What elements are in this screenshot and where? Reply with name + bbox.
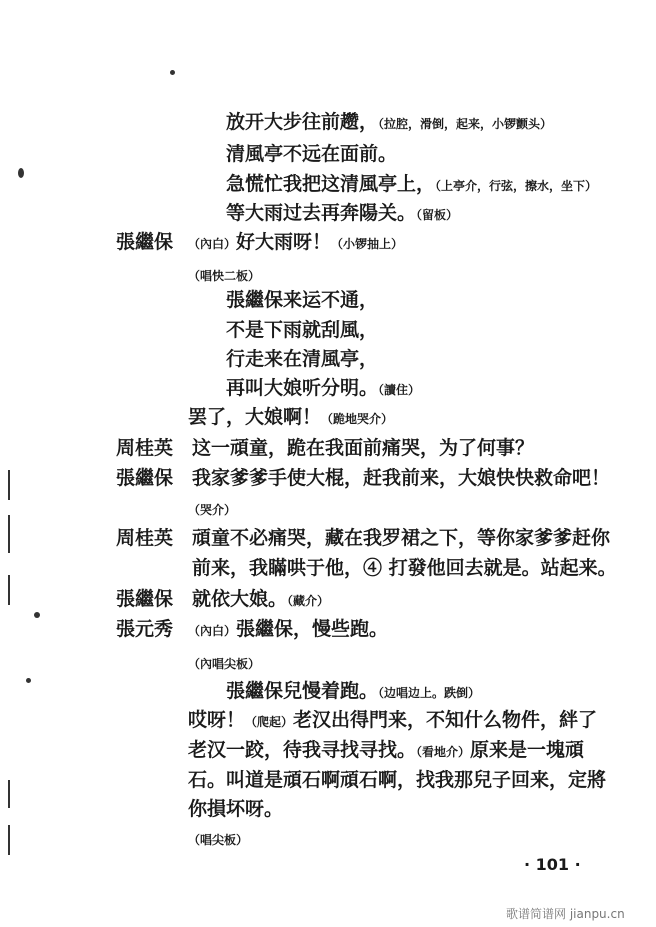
verse-text: 行走来在清風亭，	[226, 348, 379, 370]
verse-text: 急慌忙我把这清風亭上，	[226, 173, 436, 195]
scan-edge-mark	[8, 825, 10, 855]
verse-text: 清風亭不远在面前。	[226, 143, 398, 165]
scan-edge-mark	[8, 515, 10, 553]
scan-edge-mark	[8, 575, 10, 605]
speaker-name: 周桂英	[116, 527, 174, 549]
dialogue-text: 这一頑童，跪在我面前痛哭，为了何事？	[192, 437, 535, 459]
stage-direction: （小锣抽上）	[331, 237, 404, 251]
verse-text: 放开大步往前趱，	[226, 111, 379, 133]
text-line	[188, 826, 248, 852]
verse-text: 再叫大娘听分明。	[226, 377, 379, 399]
stage-direction: （留板）	[416, 208, 459, 222]
text-line	[192, 466, 610, 490]
dialogue-text: 前来，我瞞哄于他，④ 打發他回去就是。站起来。	[192, 557, 617, 579]
dialogue-text: 老汉出得門来，不知什么物件，絆了	[293, 709, 598, 731]
text-line	[192, 556, 617, 580]
text-line	[226, 376, 420, 402]
stage-direction: （藏介）	[287, 594, 330, 608]
text-line	[226, 347, 378, 371]
text-line	[188, 738, 584, 764]
stage-direction: （唱快二板）	[188, 269, 261, 283]
verse-text: 張繼保来运不通，	[226, 289, 379, 311]
scan-speck	[170, 70, 175, 75]
dialogue-text: 張繼保，慢些跑。	[236, 618, 389, 640]
dialogue-text: 石。叫道是頑石啊頑石啊，找我那兒子回来，定將	[188, 769, 607, 791]
dialogue-text: 老汉一跤，待我寻找寻找。	[188, 739, 417, 761]
text-line	[192, 526, 610, 550]
text-line	[188, 768, 606, 792]
dialogue-text: 就依大娘。	[192, 588, 288, 610]
text-line	[188, 496, 236, 522]
stage-direction: （拉腔，滑倒，起来，小锣颤头）	[378, 117, 553, 131]
verse-text: 等大雨过去再奔陽关。	[226, 202, 417, 224]
dialogue-text: 頑童不必痛哭，藏在我罗裙之下，等你家爹爹赶你	[192, 527, 611, 549]
aside-marker: （內白）	[188, 237, 237, 251]
text-line	[188, 617, 388, 643]
page-number: · 101 ·	[524, 855, 581, 874]
scan-edge-mark	[8, 780, 10, 808]
text-line	[188, 405, 393, 431]
speaker-name: 張元秀	[116, 618, 174, 640]
dialogue-text: 罢了，大娘啊！	[188, 406, 322, 428]
stage-direction: （唱尖板）	[188, 833, 249, 847]
text-line	[188, 708, 597, 734]
stage-direction: （上亭介，行弦，擦水，坐下）	[435, 179, 598, 193]
text-line	[226, 318, 378, 342]
scan-speck	[26, 678, 31, 683]
stage-direction: （爬起）	[245, 715, 294, 729]
text-line	[226, 172, 597, 198]
text-line	[188, 230, 403, 256]
dialogue-text: 我家爹爹手使大棍，赶我前来，大娘快快救命吧！	[192, 467, 611, 489]
dialogue-text: 哎呀！	[188, 709, 246, 731]
text-line	[192, 587, 329, 613]
verse-text: 不是下雨就刮風，	[226, 319, 379, 341]
text-line	[226, 679, 480, 705]
stage-direction: （跪地哭介）	[321, 412, 394, 426]
watermark: 歌谱简谱网 jianpu.cn	[506, 907, 625, 921]
aside-marker: （內白）	[188, 624, 237, 638]
scan-speck	[18, 168, 24, 178]
stage-direction: （哭介）	[188, 503, 237, 517]
scan-edge-mark	[8, 470, 10, 500]
dialogue-text: 好大雨呀！	[236, 231, 332, 253]
verse-text: 張繼保兒慢着跑。	[226, 680, 379, 702]
stage-direction: （边唱边上。跌倒）	[378, 686, 481, 700]
text-line	[226, 142, 397, 166]
text-line	[192, 436, 534, 460]
stage-direction: （讀住）	[378, 383, 421, 397]
text-line	[188, 650, 260, 676]
text-line	[226, 110, 552, 136]
speaker-name: 張繼保	[116, 588, 174, 610]
speaker-name: 張繼保	[116, 467, 174, 489]
scan-speck	[34, 612, 40, 618]
text-line	[226, 201, 458, 227]
dialogue-text: 原来是一塊頑	[470, 739, 585, 761]
text-line	[188, 262, 260, 288]
speaker-name: 張繼保	[116, 231, 174, 253]
text-line	[226, 288, 378, 312]
text-line	[188, 797, 283, 821]
speaker-name: 周桂英	[116, 437, 174, 459]
stage-direction: （內唱尖板）	[188, 657, 261, 671]
stage-direction: （看地介）	[416, 745, 471, 759]
dialogue-text: 你損坏呀。	[188, 798, 284, 820]
